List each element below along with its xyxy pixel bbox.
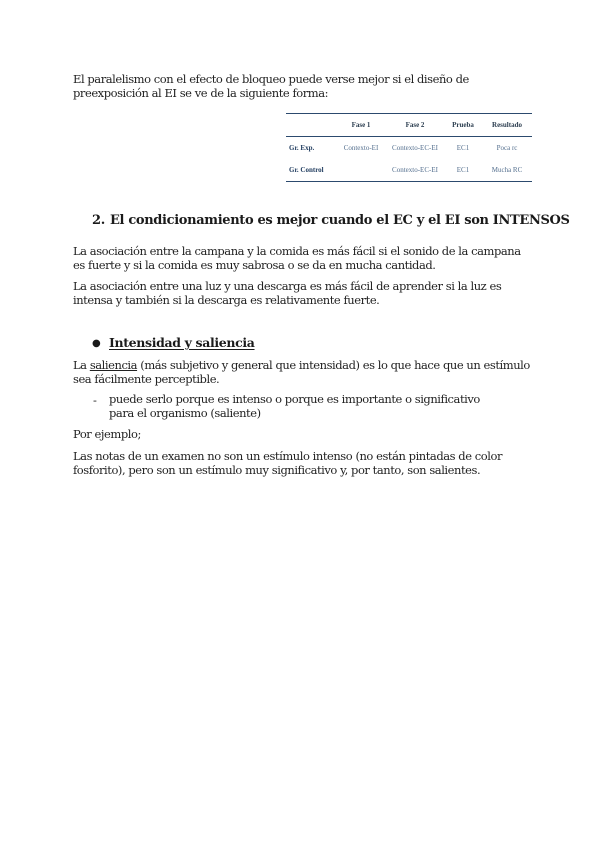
table-cell: EC1 [444,159,482,182]
paragraph-saliencia [73,359,538,386]
table-cell [336,159,386,182]
paragraph-notas: Las notas de un examen no son un estímulo intenso (no están pintadas de color fosforito), pero son un estímulo muy significativo y, por tanto, son salientes. [73,449,502,477]
table-cell: Gr. Exp. [289,144,315,152]
section-heading [92,213,570,228]
design-table [286,113,532,182]
saliencia-pre: La [73,358,90,372]
table-header-row [286,114,532,137]
table-cell: Mucha RC [482,159,532,182]
example-label: Por ejemplo; [73,427,141,441]
table-header-cell: Fase 2 [386,114,444,137]
table-header-cell [286,114,336,137]
section-number: 2. [92,213,105,228]
intro-paragraph: El paralelismo con el efecto de bloqueo puede verse mejor si el diseño de preexposición al EI se ve de la siguiente forma: [73,72,469,100]
paragraph-campana: La asociación entre la campana y la comida es más fácil si el sonido de la campana es fuerte y si la comida es muy sabrosa o se da en mucha cantidad. [73,244,521,272]
section-title: El condicionamiento es mejor cuando el EC y el EI son INTENSOS [110,213,570,228]
paragraph-luz: La asociación entre una luz y una descarga es más fácil de aprender si la luz es intensa y también si la descarga es relativamente fuerte. [73,279,502,307]
subsection-heading [92,335,255,350]
subsection-title: Intensidad y saliencia [109,335,255,350]
table-cell: Contexto-EC-EI [392,144,438,152]
table-cell: Contexto-EI [343,144,379,152]
table-cell: EC1 [456,144,470,152]
table-header-cell: Prueba [444,114,482,137]
table-row [286,159,532,182]
table-header-cell: Fase 1 [336,114,386,137]
saliencia-term: saliencia [89,358,138,372]
dash-marker: - [93,393,97,407]
table-cell: Gr. Control [286,159,336,182]
table-row [286,137,532,160]
dash-list-item: puede serlo porque es intenso o porque es importante o significativo para el organismo (saliente) [109,392,480,420]
table-header-cell: Resultado [482,114,532,137]
table-cell: Poca rc [496,144,518,152]
saliencia-post: (más subjetivo y general que intensidad) es lo que hace que un estímulo sea fácilmente perceptible. [73,358,530,386]
table-cell: Contexto-EC-EI [386,159,444,182]
bullet-icon: ● [92,338,101,349]
